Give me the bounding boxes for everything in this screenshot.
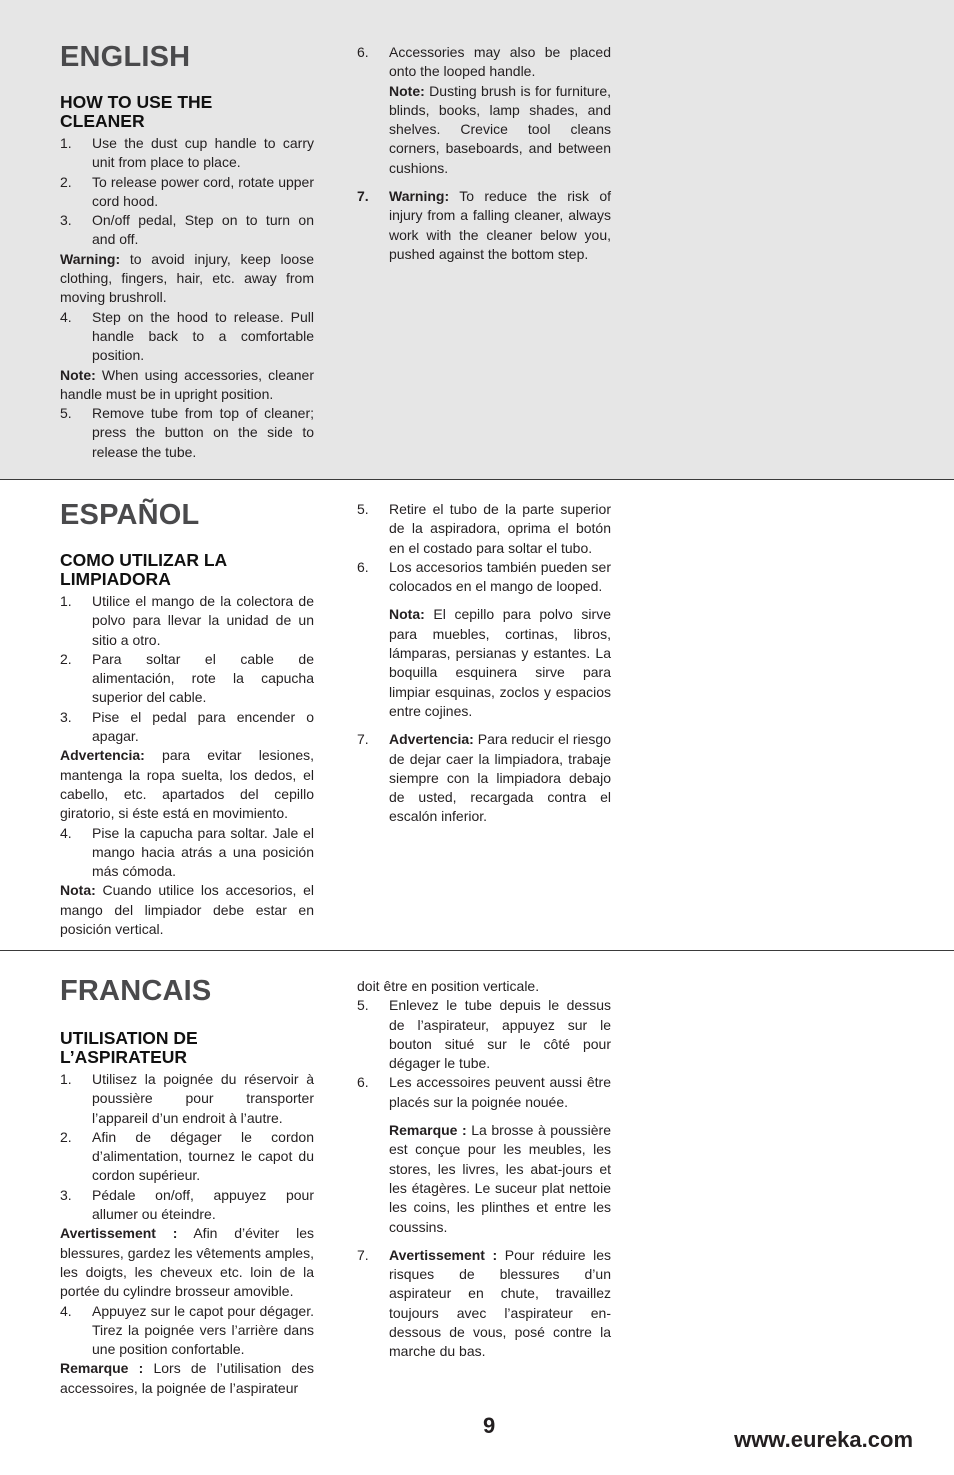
warning-text: Afin d’éviter les blessures, gardez les vêtements amples, les doigts, les cheveux etc. loin de la portée du cylindre brosseur amovible. — [60, 1225, 314, 1300]
note-continued-text: doit être en position verticale. — [357, 978, 540, 994]
item-number: 2. — [60, 650, 72, 667]
note-paragraph — [60, 1359, 314, 1398]
note-text: La brosse à poussière est conçue pour les meubles, les stores, les livres, les abat-jours et les étagères. Le suceur plat nettoie les coins, les plinthes et entre les coussins. — [389, 1122, 611, 1235]
english-subtitle: HOW TO USE THE CLEANER — [60, 92, 213, 131]
note-paragraph — [357, 82, 611, 178]
francais-left-column — [60, 974, 314, 1398]
warning-text: para evitar lesiones, mantenga la ropa suelta, los dedos, el cabello, etc. apartados del cepillo giratorio, si éste está en movimiento. — [60, 747, 314, 822]
item-text: Utilice el mango de la colectora de polvo para llevar la unidad de un sitio a otro. — [92, 593, 314, 648]
item-text: Use the dust cup handle to carry unit from place to place. — [92, 135, 314, 171]
note-paragraph — [357, 605, 611, 721]
note-text: El cepillo para polvo sirve para muebles, cortinas, libros, lámparas, persianas y estantes. La boquilla esquinera sirve para limpiar esquinas, zoclos y espacios entre cojines. — [389, 606, 611, 719]
francais-right-column — [357, 977, 611, 1362]
list-item — [357, 1246, 611, 1362]
item-text: Appuyez sur le capot pour dégager. Tirez la poignée vers l’arrière dans une position confortable. — [92, 1302, 314, 1358]
list-item — [357, 500, 611, 558]
item-text — [389, 1246, 611, 1362]
list-item — [60, 824, 314, 882]
item-number: 2. — [60, 1128, 72, 1145]
item-text: Afin de dégager le cordon d’alimentation, tournez le capot du cordon supérieur. — [92, 1128, 314, 1184]
note-label: Remarque : — [389, 1122, 467, 1139]
item-text: Pise el pedal para encender o apagar. — [92, 708, 314, 745]
item-text: Les accessoires peuvent aussi être placés sur la poignée nouée. — [389, 1074, 611, 1110]
note-label: Note: — [389, 82, 425, 99]
francais-section — [0, 951, 954, 1421]
note-text: Cuando utilice los accesorios, el mango del limpiador debe estar en posición vertical. — [60, 882, 314, 938]
list-item — [60, 173, 314, 212]
item-text: Remove tube from top of cleaner; press the button on the side to release the tube. — [92, 405, 314, 460]
note-label: Nota: — [389, 606, 425, 623]
item-number: 5. — [357, 997, 369, 1014]
item-number: 3. — [60, 212, 72, 229]
list-item — [357, 187, 611, 264]
note-paragraph — [357, 1121, 611, 1237]
warning-paragraph — [60, 746, 314, 823]
warning-label: Warning: — [389, 188, 450, 205]
item-number: 2. — [60, 173, 72, 190]
warning-paragraph — [60, 1224, 314, 1301]
note-text: Lors de l’utilisation des accessoires, la poignée de l’aspirateur — [60, 1360, 314, 1396]
item-number: 5. — [60, 405, 72, 422]
item-text: To release power cord, rotate upper cord hood. — [92, 173, 314, 209]
list-item — [60, 592, 314, 650]
item-number: 4. — [60, 1302, 72, 1319]
item-text: Los accesorios también pueden ser colocados en el mango de looped. — [389, 558, 611, 595]
english-right-column — [357, 43, 611, 264]
warning-text: to avoid injury, keep loose clothing, fingers, hair, etc. away from moving brushroll. — [60, 250, 314, 306]
list-item — [60, 1128, 314, 1186]
item-number: 1. — [60, 135, 72, 151]
item-text: Pédale on/off, appuyez pour allumer ou éteindre. — [92, 1186, 314, 1223]
list-item — [357, 558, 611, 597]
item-number: 1. — [60, 1071, 72, 1087]
warning-text: To reduce the risk of injury from a falling cleaner, always work with the cleaner below you, pushed against the bottom step. — [389, 188, 611, 262]
list-item — [60, 1302, 314, 1360]
item-number: 6. — [357, 558, 369, 575]
note-text: When using accessories, cleaner handle must be in upright position. — [60, 366, 314, 402]
note-paragraph — [60, 366, 314, 405]
item-text: Step on the hood to release. Pull handle back to a comfortable position. — [92, 308, 314, 364]
espanol-left-column — [60, 498, 314, 939]
list-item — [60, 134, 314, 173]
item-text: Pise la capucha para soltar. Jale el mango hacia atrás a una posición más cómoda. — [92, 824, 314, 880]
english-section — [0, 0, 954, 480]
list-item — [60, 308, 314, 366]
item-number: 5. — [357, 501, 369, 517]
website-link[interactable]: www.eureka.com — [734, 1427, 913, 1452]
espanol-section — [0, 480, 954, 951]
francais-title: FRANCAIS — [60, 975, 212, 1007]
item-text — [389, 730, 611, 826]
espanol-title: ESPAÑOL — [60, 499, 200, 531]
warning-text: Para reducir el riesgo de dejar caer la limpiadora, trabaje siempre con la limpiadora debajo de usted, recargada contra el escalón inferior. — [389, 731, 611, 825]
note-label: Note: — [60, 366, 96, 383]
list-item — [357, 730, 611, 826]
item-text: On/off pedal, Step on to turn on and off. — [92, 212, 314, 248]
note-text: Dusting brush is for furniture, blinds, books, lamp shades, and shelves. Crevice tool cleans corners, baseboards, and between cushions. — [389, 82, 611, 176]
list-item — [357, 43, 611, 82]
item-number: 7. — [357, 1246, 369, 1263]
warning-label: Advertencia: — [389, 731, 474, 748]
item-text: Utilisez la poignée du réservoir à poussière pour transporter l’appareil d’un endroit à l’autre. — [92, 1071, 314, 1126]
espanol-subtitle: COMO UTILIZAR LA LIMPIADORA — [60, 550, 227, 589]
warning-text: Pour réduire les risques de blessures d’un aspirateur en chute, travaillez toujours avec l’aspirateur en-dessous de vous, posé contre la marche du bas. — [389, 1246, 611, 1360]
english-left-column — [60, 40, 314, 462]
note-paragraph — [60, 881, 314, 939]
note-label: Nota: — [60, 882, 96, 899]
item-number: 3. — [60, 708, 72, 725]
page-number: 9 — [483, 1413, 496, 1438]
list-item — [357, 1073, 611, 1112]
warning-label: Avertissement : — [60, 1225, 178, 1242]
item-text: Accessories may also be placed onto the looped handle. — [389, 44, 611, 80]
list-item — [60, 1070, 314, 1128]
warning-label: Advertencia: — [60, 747, 145, 764]
list-item — [60, 404, 314, 462]
note-label: Remarque : — [60, 1360, 144, 1377]
list-item — [60, 211, 314, 250]
list-item — [60, 708, 314, 747]
item-number: 4. — [60, 308, 72, 325]
item-text — [389, 187, 611, 264]
warning-paragraph — [60, 250, 314, 308]
item-number: 6. — [357, 44, 369, 60]
item-text: Enlevez le tube depuis le dessus de l’aspirateur, appuyez sur le bouton situé sur le côté pour dégager le tube. — [389, 997, 611, 1072]
item-number: 1. — [60, 593, 72, 609]
francais-subtitle: UTILISATION DE L’ASPIRATEUR — [60, 1028, 198, 1067]
item-number: 4. — [60, 824, 72, 841]
item-text: Retire el tubo de la parte superior de la aspiradora, oprima el botón en el costado para soltar el tubo. — [389, 501, 611, 556]
item-number: 6. — [357, 1074, 369, 1091]
item-number: 7. — [357, 188, 369, 205]
list-item — [60, 650, 314, 708]
list-item — [60, 1186, 314, 1225]
warning-label: Avertissement : — [389, 1246, 498, 1263]
item-number: 3. — [60, 1186, 72, 1203]
list-item — [357, 996, 611, 1073]
english-title: ENGLISH — [60, 41, 191, 73]
warning-label: Warning: — [60, 250, 121, 267]
espanol-right-column — [357, 500, 611, 827]
item-number: 7. — [357, 731, 369, 748]
item-text: Para soltar el cable de alimentación, rote la capucha superior del cable. — [92, 650, 314, 706]
